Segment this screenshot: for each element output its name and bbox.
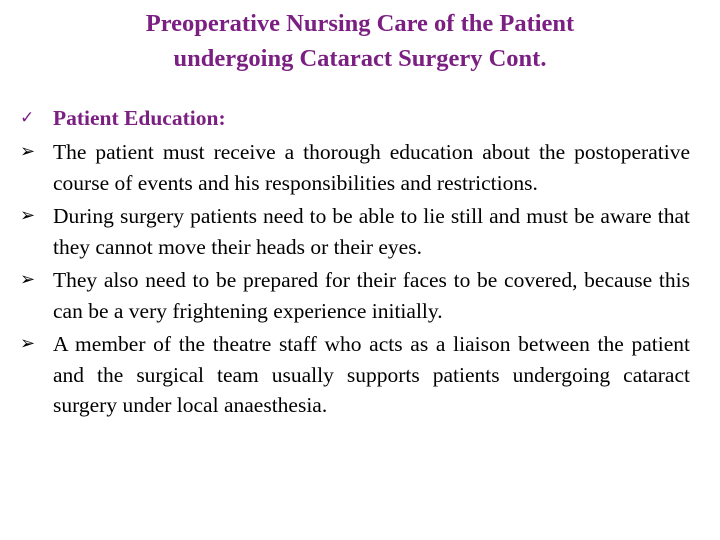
bullet-text: The patient must receive a thorough education about the postoperative course of events and his responsibilities and restrictions.	[53, 140, 690, 195]
arrow-bullet-icon: ➢	[20, 333, 36, 354]
bullet-item	[20, 329, 690, 421]
section-heading-text: Patient Education:	[53, 106, 226, 130]
slide-title	[40, 6, 680, 76]
title-line-1: Preoperative Nursing Care of the Patient	[145, 10, 575, 37]
title-line-2: undergoing Cataract Surgery Cont.	[173, 45, 547, 72]
bullet-item	[20, 201, 690, 262]
arrow-bullet-icon: ➢	[20, 141, 36, 162]
arrow-bullet-icon: ➢	[20, 205, 36, 226]
bullet-item	[20, 265, 690, 326]
checkmark-icon: ✓	[20, 108, 35, 128]
bullet-text: A member of the theatre staff who acts as a liaison between the patient and the surgical team usually supports patients undergoing cataract surgery under local anaesthesia.	[53, 332, 690, 417]
section-heading	[20, 99, 690, 137]
bullet-item	[20, 137, 690, 198]
bullet-text: They also need to be prepared for their faces to be covered, because this can be a very frightening experience initially.	[53, 268, 690, 323]
slide-content	[20, 99, 690, 424]
arrow-bullet-icon: ➢	[20, 269, 36, 290]
bullet-text: During surgery patients need to be able to lie still and must be aware that they cannot move their heads or their eyes.	[53, 204, 690, 259]
